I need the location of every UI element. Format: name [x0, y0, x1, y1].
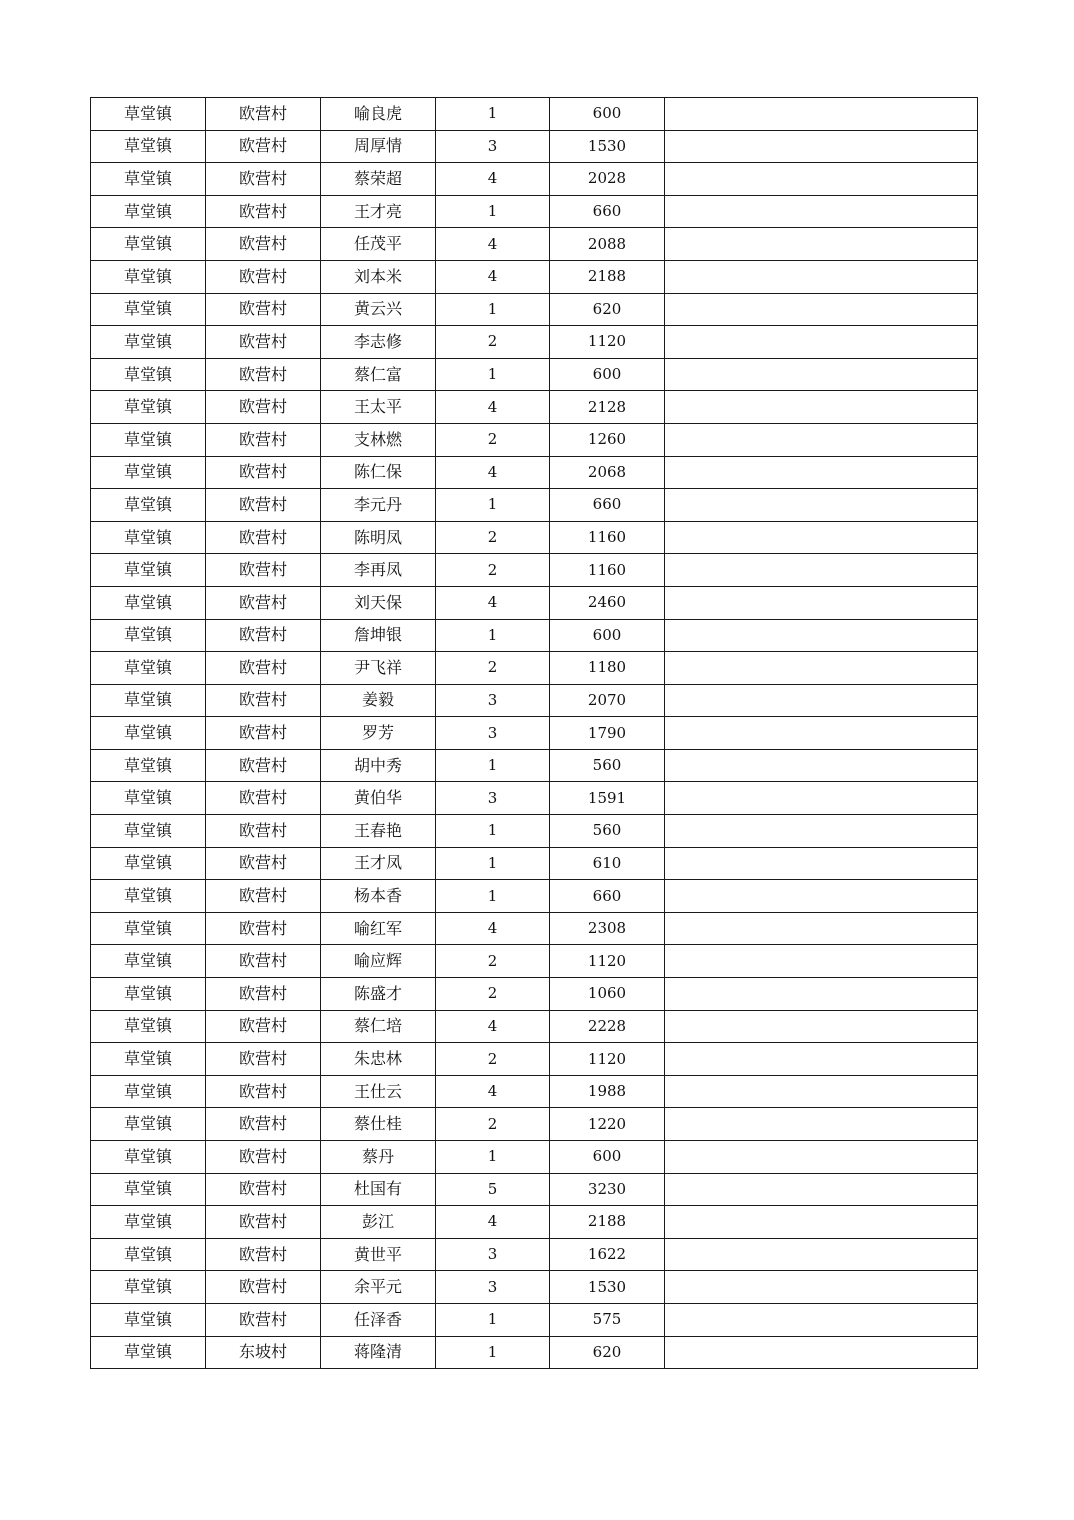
cell-household-count: 4	[436, 1010, 550, 1043]
cell-village: 欧营村	[206, 456, 321, 489]
cell-amount: 1120	[550, 1043, 665, 1076]
table-row	[91, 1108, 978, 1141]
cell-note	[665, 945, 978, 978]
cell-amount: 2128	[550, 391, 665, 424]
cell-name: 朱忠林	[321, 1043, 436, 1076]
cell-village: 欧营村	[206, 228, 321, 261]
cell-amount: 600	[550, 358, 665, 391]
cell-name: 王春艳	[321, 815, 436, 848]
cell-amount: 575	[550, 1303, 665, 1336]
table-row	[91, 684, 978, 717]
cell-name: 黄伯华	[321, 782, 436, 815]
cell-village: 欧营村	[206, 749, 321, 782]
cell-village: 欧营村	[206, 521, 321, 554]
cell-village: 欧营村	[206, 1206, 321, 1239]
cell-name: 王才亮	[321, 195, 436, 228]
cell-name: 任茂平	[321, 228, 436, 261]
table-row	[91, 1336, 978, 1369]
cell-town: 草堂镇	[91, 1173, 206, 1206]
cell-amount: 2068	[550, 456, 665, 489]
cell-note	[665, 782, 978, 815]
cell-household-count: 3	[436, 782, 550, 815]
cell-town: 草堂镇	[91, 228, 206, 261]
cell-name: 黄云兴	[321, 293, 436, 326]
cell-town: 草堂镇	[91, 456, 206, 489]
cell-amount: 1988	[550, 1075, 665, 1108]
cell-note	[665, 554, 978, 587]
cell-amount: 2070	[550, 684, 665, 717]
cell-amount: 1120	[550, 326, 665, 359]
cell-household-count: 1	[436, 847, 550, 880]
cell-town: 草堂镇	[91, 717, 206, 750]
table-body	[91, 98, 978, 1369]
cell-village: 欧营村	[206, 489, 321, 522]
cell-name: 刘本米	[321, 260, 436, 293]
cell-name: 詹坤银	[321, 619, 436, 652]
cell-amount: 1622	[550, 1238, 665, 1271]
cell-note	[665, 228, 978, 261]
cell-village: 欧营村	[206, 815, 321, 848]
cell-town: 草堂镇	[91, 98, 206, 131]
cell-village: 欧营村	[206, 945, 321, 978]
cell-town: 草堂镇	[91, 293, 206, 326]
cell-household-count: 4	[436, 1075, 550, 1108]
cell-village: 欧营村	[206, 423, 321, 456]
cell-note	[665, 1043, 978, 1076]
cell-note	[665, 489, 978, 522]
cell-town: 草堂镇	[91, 1336, 206, 1369]
cell-amount: 1591	[550, 782, 665, 815]
cell-name: 周厚情	[321, 130, 436, 163]
cell-amount: 2188	[550, 1206, 665, 1239]
cell-village: 欧营村	[206, 847, 321, 880]
cell-note	[665, 652, 978, 685]
cell-village: 欧营村	[206, 195, 321, 228]
cell-amount: 660	[550, 195, 665, 228]
cell-household-count: 2	[436, 326, 550, 359]
table-row	[91, 293, 978, 326]
table-row	[91, 619, 978, 652]
cell-amount: 1160	[550, 554, 665, 587]
cell-village: 欧营村	[206, 978, 321, 1011]
cell-town: 草堂镇	[91, 195, 206, 228]
cell-name: 喻红军	[321, 912, 436, 945]
cell-note	[665, 1173, 978, 1206]
cell-village: 东坡村	[206, 1336, 321, 1369]
cell-amount: 620	[550, 1336, 665, 1369]
cell-village: 欧营村	[206, 391, 321, 424]
table-row	[91, 489, 978, 522]
table-row	[91, 195, 978, 228]
cell-village: 欧营村	[206, 260, 321, 293]
cell-household-count: 1	[436, 1141, 550, 1174]
cell-village: 欧营村	[206, 717, 321, 750]
table-row	[91, 782, 978, 815]
cell-name: 尹飞祥	[321, 652, 436, 685]
cell-note	[665, 684, 978, 717]
table-row	[91, 456, 978, 489]
table-row	[91, 945, 978, 978]
table-row	[91, 1303, 978, 1336]
table-row	[91, 717, 978, 750]
cell-note	[665, 456, 978, 489]
cell-note	[665, 1336, 978, 1369]
cell-household-count: 1	[436, 1336, 550, 1369]
cell-household-count: 5	[436, 1173, 550, 1206]
cell-village: 欧营村	[206, 1173, 321, 1206]
cell-town: 草堂镇	[91, 1303, 206, 1336]
cell-name: 黄世平	[321, 1238, 436, 1271]
cell-name: 喻良虎	[321, 98, 436, 131]
cell-amount: 610	[550, 847, 665, 880]
cell-village: 欧营村	[206, 782, 321, 815]
cell-town: 草堂镇	[91, 652, 206, 685]
cell-amount: 1220	[550, 1108, 665, 1141]
cell-amount: 1530	[550, 130, 665, 163]
cell-household-count: 2	[436, 652, 550, 685]
cell-name: 陈盛才	[321, 978, 436, 1011]
cell-town: 草堂镇	[91, 880, 206, 913]
cell-village: 欧营村	[206, 1075, 321, 1108]
cell-note	[665, 358, 978, 391]
cell-town: 草堂镇	[91, 978, 206, 1011]
table-row	[91, 228, 978, 261]
cell-amount: 1180	[550, 652, 665, 685]
cell-household-count: 1	[436, 749, 550, 782]
cell-amount: 600	[550, 619, 665, 652]
cell-amount: 560	[550, 749, 665, 782]
cell-amount: 1160	[550, 521, 665, 554]
cell-village: 欧营村	[206, 163, 321, 196]
cell-town: 草堂镇	[91, 1238, 206, 1271]
cell-name: 陈仁保	[321, 456, 436, 489]
cell-household-count: 4	[436, 391, 550, 424]
cell-name: 支林燃	[321, 423, 436, 456]
table-row	[91, 1173, 978, 1206]
cell-name: 余平元	[321, 1271, 436, 1304]
cell-household-count: 1	[436, 619, 550, 652]
cell-household-count: 4	[436, 228, 550, 261]
cell-town: 草堂镇	[91, 1141, 206, 1174]
cell-note	[665, 1075, 978, 1108]
cell-amount: 560	[550, 815, 665, 848]
cell-name: 蔡仁富	[321, 358, 436, 391]
table-row	[91, 130, 978, 163]
cell-village: 欧营村	[206, 1271, 321, 1304]
table-row	[91, 652, 978, 685]
cell-town: 草堂镇	[91, 815, 206, 848]
cell-village: 欧营村	[206, 652, 321, 685]
cell-note	[665, 260, 978, 293]
table-row	[91, 1238, 978, 1271]
cell-amount: 2308	[550, 912, 665, 945]
cell-village: 欧营村	[206, 912, 321, 945]
cell-town: 草堂镇	[91, 260, 206, 293]
cell-name: 蔡丹	[321, 1141, 436, 1174]
cell-household-count: 4	[436, 912, 550, 945]
table-row	[91, 815, 978, 848]
cell-note	[665, 98, 978, 131]
cell-note	[665, 586, 978, 619]
cell-household-count: 4	[436, 586, 550, 619]
table-row	[91, 391, 978, 424]
cell-household-count: 4	[436, 260, 550, 293]
cell-town: 草堂镇	[91, 945, 206, 978]
cell-village: 欧营村	[206, 554, 321, 587]
cell-household-count: 1	[436, 880, 550, 913]
cell-household-count: 1	[436, 815, 550, 848]
cell-household-count: 1	[436, 489, 550, 522]
cell-town: 草堂镇	[91, 489, 206, 522]
cell-note	[665, 521, 978, 554]
cell-town: 草堂镇	[91, 619, 206, 652]
cell-village: 欧营村	[206, 1303, 321, 1336]
cell-note	[665, 749, 978, 782]
table-row	[91, 163, 978, 196]
table-row	[91, 326, 978, 359]
cell-note	[665, 1108, 978, 1141]
table-row	[91, 521, 978, 554]
cell-household-count: 1	[436, 98, 550, 131]
cell-household-count: 3	[436, 1238, 550, 1271]
cell-village: 欧营村	[206, 130, 321, 163]
cell-village: 欧营村	[206, 880, 321, 913]
cell-name: 王才凤	[321, 847, 436, 880]
cell-town: 草堂镇	[91, 782, 206, 815]
cell-household-count: 3	[436, 1271, 550, 1304]
cell-amount: 1790	[550, 717, 665, 750]
cell-household-count: 4	[436, 456, 550, 489]
table-row	[91, 98, 978, 131]
cell-note	[665, 717, 978, 750]
cell-town: 草堂镇	[91, 1043, 206, 1076]
cell-note	[665, 1141, 978, 1174]
cell-note	[665, 130, 978, 163]
cell-household-count: 4	[436, 1206, 550, 1239]
table-row	[91, 554, 978, 587]
cell-town: 草堂镇	[91, 586, 206, 619]
cell-name: 刘天保	[321, 586, 436, 619]
cell-note	[665, 423, 978, 456]
cell-amount: 660	[550, 489, 665, 522]
cell-amount: 2188	[550, 260, 665, 293]
table-row	[91, 1043, 978, 1076]
cell-note	[665, 880, 978, 913]
cell-village: 欧营村	[206, 293, 321, 326]
cell-village: 欧营村	[206, 358, 321, 391]
cell-note	[665, 163, 978, 196]
cell-amount: 3230	[550, 1173, 665, 1206]
cell-amount: 2028	[550, 163, 665, 196]
cell-amount: 1060	[550, 978, 665, 1011]
cell-name: 姜毅	[321, 684, 436, 717]
cell-household-count: 2	[436, 1108, 550, 1141]
cell-name: 任泽香	[321, 1303, 436, 1336]
table-row	[91, 749, 978, 782]
cell-household-count: 1	[436, 358, 550, 391]
table-row	[91, 260, 978, 293]
cell-name: 李元丹	[321, 489, 436, 522]
cell-village: 欧营村	[206, 98, 321, 131]
cell-town: 草堂镇	[91, 1075, 206, 1108]
cell-village: 欧营村	[206, 1141, 321, 1174]
cell-name: 彭江	[321, 1206, 436, 1239]
cell-note	[665, 912, 978, 945]
cell-town: 草堂镇	[91, 847, 206, 880]
cell-name: 蔡仁培	[321, 1010, 436, 1043]
cell-village: 欧营村	[206, 586, 321, 619]
cell-town: 草堂镇	[91, 326, 206, 359]
table-row	[91, 423, 978, 456]
cell-town: 草堂镇	[91, 163, 206, 196]
table-row	[91, 978, 978, 1011]
cell-village: 欧营村	[206, 1108, 321, 1141]
cell-village: 欧营村	[206, 619, 321, 652]
cell-amount: 1260	[550, 423, 665, 456]
cell-village: 欧营村	[206, 1010, 321, 1043]
cell-name: 蔡仕桂	[321, 1108, 436, 1141]
cell-town: 草堂镇	[91, 391, 206, 424]
cell-town: 草堂镇	[91, 749, 206, 782]
cell-household-count: 3	[436, 130, 550, 163]
table-row	[91, 880, 978, 913]
cell-note	[665, 1010, 978, 1043]
cell-town: 草堂镇	[91, 358, 206, 391]
cell-amount: 600	[550, 1141, 665, 1174]
cell-note	[665, 391, 978, 424]
cell-town: 草堂镇	[91, 1108, 206, 1141]
cell-amount: 620	[550, 293, 665, 326]
cell-name: 王太平	[321, 391, 436, 424]
cell-name: 王仕云	[321, 1075, 436, 1108]
cell-name: 陈明凤	[321, 521, 436, 554]
cell-household-count: 1	[436, 195, 550, 228]
cell-household-count: 1	[436, 293, 550, 326]
cell-village: 欧营村	[206, 326, 321, 359]
cell-town: 草堂镇	[91, 130, 206, 163]
cell-note	[665, 1238, 978, 1271]
table-row	[91, 1010, 978, 1043]
cell-town: 草堂镇	[91, 912, 206, 945]
table-row	[91, 1206, 978, 1239]
cell-note	[665, 326, 978, 359]
cell-household-count: 2	[436, 521, 550, 554]
cell-town: 草堂镇	[91, 1010, 206, 1043]
cell-name: 杨本香	[321, 880, 436, 913]
cell-household-count: 2	[436, 945, 550, 978]
table-row	[91, 586, 978, 619]
cell-amount: 2228	[550, 1010, 665, 1043]
cell-amount: 2460	[550, 586, 665, 619]
cell-town: 草堂镇	[91, 423, 206, 456]
cell-household-count: 3	[436, 684, 550, 717]
cell-name: 李志修	[321, 326, 436, 359]
cell-household-count: 2	[436, 978, 550, 1011]
table-row	[91, 847, 978, 880]
cell-town: 草堂镇	[91, 1206, 206, 1239]
cell-name: 胡中秀	[321, 749, 436, 782]
cell-name: 杜国有	[321, 1173, 436, 1206]
cell-town: 草堂镇	[91, 684, 206, 717]
table-row	[91, 1141, 978, 1174]
cell-note	[665, 1206, 978, 1239]
cell-village: 欧营村	[206, 684, 321, 717]
cell-note	[665, 619, 978, 652]
cell-note	[665, 1271, 978, 1304]
cell-name: 喻应辉	[321, 945, 436, 978]
cell-note	[665, 815, 978, 848]
cell-name: 蔡荣超	[321, 163, 436, 196]
cell-town: 草堂镇	[91, 521, 206, 554]
cell-household-count: 2	[436, 554, 550, 587]
cell-amount: 660	[550, 880, 665, 913]
cell-amount: 1530	[550, 1271, 665, 1304]
cell-town: 草堂镇	[91, 554, 206, 587]
cell-note	[665, 1303, 978, 1336]
cell-household-count: 3	[436, 717, 550, 750]
cell-note	[665, 195, 978, 228]
table-row	[91, 358, 978, 391]
cell-town: 草堂镇	[91, 1271, 206, 1304]
cell-household-count: 2	[436, 1043, 550, 1076]
cell-village: 欧营村	[206, 1043, 321, 1076]
table-row	[91, 912, 978, 945]
cell-household-count: 1	[436, 1303, 550, 1336]
cell-household-count: 4	[436, 163, 550, 196]
cell-name: 罗芳	[321, 717, 436, 750]
cell-note	[665, 847, 978, 880]
cell-household-count: 2	[436, 423, 550, 456]
cell-note	[665, 293, 978, 326]
table-row	[91, 1271, 978, 1304]
cell-note	[665, 978, 978, 1011]
cell-name: 李再凤	[321, 554, 436, 587]
cell-amount: 2088	[550, 228, 665, 261]
cell-amount: 600	[550, 98, 665, 131]
table-row	[91, 1075, 978, 1108]
cell-amount: 1120	[550, 945, 665, 978]
cell-village: 欧营村	[206, 1238, 321, 1271]
cell-name: 蒋隆清	[321, 1336, 436, 1369]
data-table	[90, 97, 978, 1369]
